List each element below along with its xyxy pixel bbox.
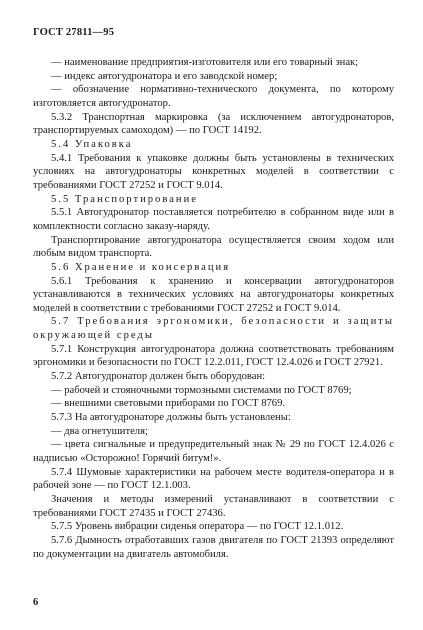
list-item: — наименование предприятия-изготовителя или его товарный знак; xyxy=(51,57,359,68)
section-heading xyxy=(33,315,394,342)
section-heading xyxy=(33,138,394,152)
section-heading xyxy=(33,193,394,207)
paragraph: 5.7.1 Конструкция автогудронатора должна соответствовать требованиям эргономики и безопасности по ГОСТ 12.2.011, ГОСТ 12.4.026 и ГОСТ 27921. xyxy=(33,343,394,369)
section-heading-text: 5.4 Упаковка xyxy=(51,138,133,150)
list-item: — индекс автогудронатора и его заводской номер; xyxy=(51,70,278,82)
paragraph: 5.3.2 Транспортная маркировка (за исключением автогудронаторов, транспортируемых самоходом) — по ГОСТ 14192. xyxy=(33,111,394,137)
page-header-standard-code: ГОСТ 27811—95 xyxy=(33,27,115,38)
paragraph: 5.6.1 Требования к хранению и консервации автогудронаторов устанавливаются в технических условиях на автогудронаторы конкретных моделей в соответствии с требованиями ГОСТ 27252 и ГОСТ 9.014. xyxy=(33,275,394,314)
document-body xyxy=(33,56,394,561)
paragraph: 5.7.5 Уровень вибрации сиденья оператора — по ГОСТ 12.1.012. xyxy=(51,521,344,533)
paragraph: 5.7.2 Автогудронатор должен быть оборудован: xyxy=(51,371,266,383)
section-heading-text: 5.5 Транспортирование xyxy=(51,193,198,205)
section-heading-text: 5.7 Требования эргономики, безопасности и защиты окружающей среды xyxy=(33,316,394,342)
paragraph: 5.7.6 Дымность отработавших газов двигателя по ГОСТ 21393 определяют по документации на двигатель автомобиля. xyxy=(33,534,394,560)
list-item: — два огнетушителя; xyxy=(51,425,148,437)
list-item: — обозначение нормативно-технического документа, по которому изготовляется автогудронатор. xyxy=(33,84,394,109)
paragraph: 5.5.1 Автогудронатор поставляется потребителю в собранном виде или в комплектности согласно заказу-наряду. xyxy=(33,207,394,232)
list-item: — цвета сигнальные и предупредительный знак № 29 по ГОСТ 12.4.026 с надписью «Осторожно! Горячий битум!». xyxy=(33,439,394,465)
paragraph: 5.7.4 Шумовые характеристики на рабочем месте водителя-оператора и в рабочей зоне — по ГОСТ 12.1.003. xyxy=(33,466,394,492)
list-item: — внешними световыми приборами по ГОСТ 8769. xyxy=(51,398,286,410)
list-item: — рабочей и стояночными тормозными системами по ГОСТ 8769; xyxy=(51,384,352,396)
paragraph: 5.4.1 Требования к упаковке должны быть установлены в технических условиях на автогудронаторы конкретных моделей в соответствии с требованиями ГОСТ 27252 и ГОСТ 9.014. xyxy=(33,152,394,191)
page-number: 6 xyxy=(33,597,39,608)
paragraph: Транспортирование автогудронатора осуществляется своим ходом или любым видом транспорта. xyxy=(33,234,394,260)
section-heading-text: 5.6 Хранение и консервация xyxy=(51,261,231,273)
paragraph: 5.7.3 На автогудронаторе должны быть установлены: xyxy=(51,412,291,424)
paragraph: Значения и методы измерений устанавливают в соответствии с требованиями ГОСТ 27435 и ГОСТ 27436. xyxy=(33,494,394,519)
section-heading xyxy=(33,261,394,275)
